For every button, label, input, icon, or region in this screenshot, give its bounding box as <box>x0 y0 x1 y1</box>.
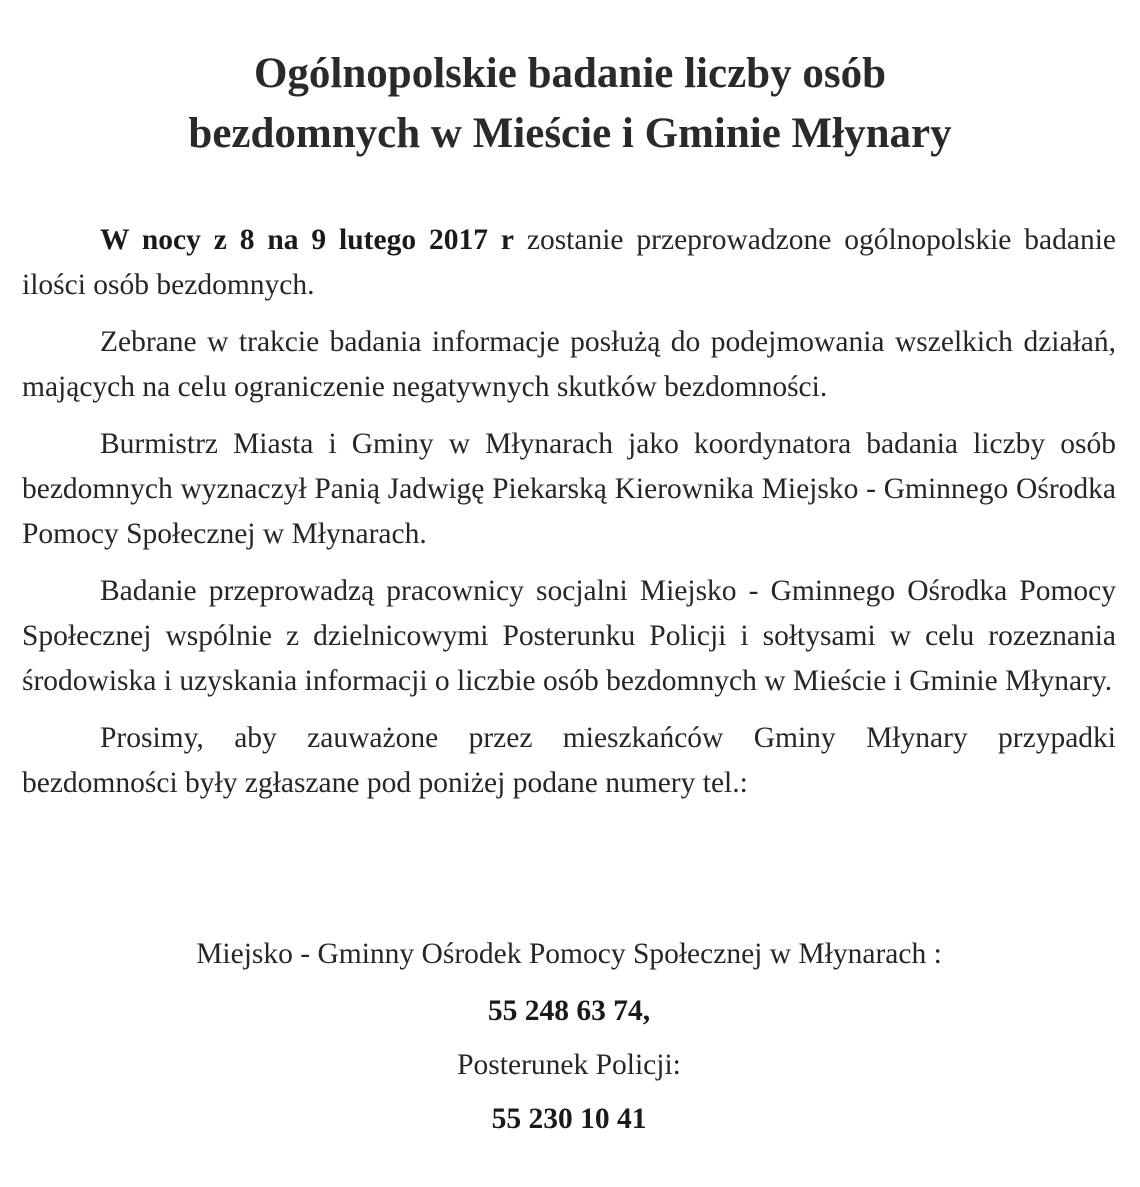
title-line-2: bezdomnych w Mieście i Gminie Młynary <box>188 110 952 157</box>
survey-date-rest: zostanie przeprowadzone ogólnopolskie badanie ilości osób bezdomnych. <box>22 224 1116 301</box>
paragraph-purpose: Zebrane w trakcie badania informacje posłużą do podejmowania wszelkich działań, mających na celu ograniczenie negatywnych skutków bezdomności. <box>22 326 1116 403</box>
paragraph-coordinator: Burmistrz Miasta i Gminy w Młynarach jako koordynatora badania liczby osób bezdomnych wyznaczył Panią Jadwigę Piekarską Kierownika Miejsko - Gminnego Ośrodka Pomocy Społecznej w Młynarach. <box>22 428 1116 550</box>
survey-date-bold: W nocy z 8 na 9 lutego 2017 r <box>100 224 514 256</box>
paragraph-request: Prosimy, aby zauważone przez mieszkańców Gminy Młynary przypadki bezdomności były zgłaszane pod poniżej podane numery tel.: <box>22 722 1116 799</box>
paragraph-conducted-by: Badanie przeprowadzą pracownicy socjalni Miejsko - Gminnego Ośrodka Pomocy Społecznej wspólnie z dzielnicowymi Posterunku Policji i sołtysami w celu rozeznania środowiska i uzyskania informacji o liczbie osób bezdomnych w Mieście i Gminie Młynary. <box>22 575 1116 697</box>
document-title <box>60 44 1080 164</box>
paragraph-survey-date <box>22 218 1116 308</box>
title-line-1: Ogólnopolskie badanie liczby osób <box>253 50 886 97</box>
contact-mgops-phone: 55 248 63 74, <box>487 995 651 1027</box>
contact-police-label: Posterunek Policji: <box>457 1049 681 1081</box>
document-body <box>22 218 1116 818</box>
contact-mgops-label: Miejsko - Gminny Ośrodek Pomocy Społecznej w Młynarach : <box>196 938 942 970</box>
contact-police-phone: 55 230 10 41 <box>491 1103 647 1135</box>
